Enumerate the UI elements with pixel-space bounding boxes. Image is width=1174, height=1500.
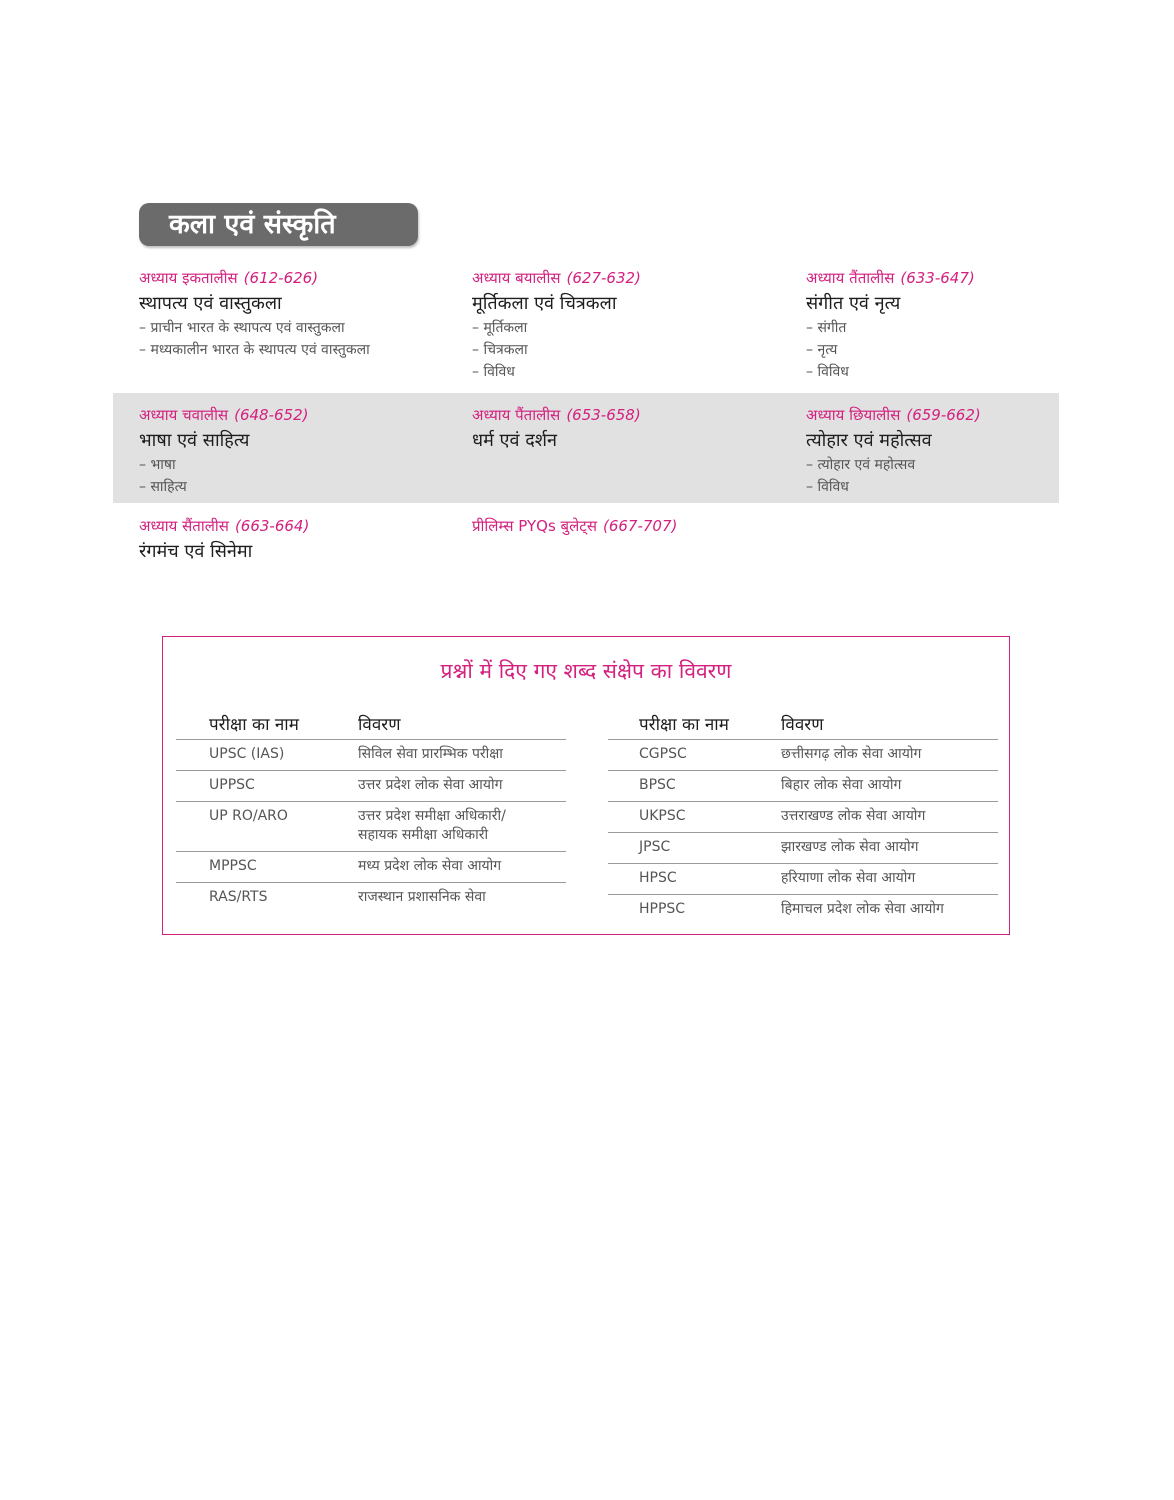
chapter-subtopic: – नृत्य <box>806 339 1126 361</box>
table-row <box>176 802 566 852</box>
table-row <box>608 833 998 864</box>
table-row <box>608 771 998 802</box>
chapter-44 <box>139 405 459 498</box>
exam-code: BPSC <box>608 771 781 802</box>
table-row <box>608 802 998 833</box>
chapter-subtopic: – प्राचीन भारत के स्थापत्य एवं वास्तुकला <box>139 317 459 339</box>
table-row <box>176 852 566 883</box>
abbreviation-table-left <box>176 707 566 913</box>
exam-desc: राजस्थान प्रशासनिक सेवा <box>358 889 486 905</box>
chapter-heading: प्रीलिम्स PYQs बुलेट्स (667-707) <box>472 517 678 535</box>
exam-desc <box>358 802 566 852</box>
table-header <box>608 707 998 740</box>
chapter-heading: अध्याय इकतालीस (612-626) <box>139 269 319 287</box>
chapter-42 <box>472 268 792 383</box>
exam-code: CGPSC <box>608 740 781 771</box>
column-header-desc: विवरण <box>358 707 566 740</box>
exam-code: RAS/RTS <box>209 889 268 905</box>
chapter-subtopic: – साहित्य <box>139 476 459 498</box>
chapter-heading: अध्याय बयालीस (627-632) <box>472 269 641 287</box>
section-title: कला एवं संस्कृति <box>139 203 418 246</box>
exam-desc: छत्तीसगढ़ लोक सेवा आयोग <box>781 740 998 771</box>
chapter-47 <box>139 516 459 565</box>
chapter-subtopic: – मूर्तिकला <box>472 317 792 339</box>
chapter-45 <box>472 405 792 454</box>
chapter-subtopic: – मध्यकालीन भारत के स्थापत्य एवं वास्तुकला <box>139 339 459 361</box>
exam-desc: हिमाचल प्रदेश लोक सेवा आयोग <box>781 901 944 917</box>
exam-desc: बिहार लोक सेवा आयोग <box>781 771 998 802</box>
exam-code: HPPSC <box>639 901 686 917</box>
chapter-title: त्योहार एवं महोत्सव <box>806 430 932 451</box>
exam-desc: झारखण्ड लोक सेवा आयोग <box>781 833 998 864</box>
chapter-subtopic: – संगीत <box>806 317 1126 339</box>
exam-desc: हरियाणा लोक सेवा आयोग <box>781 864 998 895</box>
exam-code: HPSC <box>608 864 781 895</box>
chapter-subtopic: – चित्रकला <box>472 339 792 361</box>
exam-code: JPSC <box>608 833 781 864</box>
chapter-title: स्थापत्य एवं वास्तुकला <box>139 293 282 314</box>
table-row <box>608 740 998 771</box>
table-row <box>176 740 566 771</box>
column-header-name: परीक्षा का नाम <box>176 707 358 740</box>
table-header <box>176 707 566 740</box>
exam-code: UP RO/ARO <box>176 802 358 852</box>
exam-desc: मध्य प्रदेश लोक सेवा आयोग <box>358 852 566 883</box>
chapter-subtopic: – विविध <box>806 476 1126 498</box>
table-row <box>608 895 998 926</box>
chapter-heading: अध्याय पैंतालीस (653-658) <box>472 406 641 424</box>
exam-desc: सिविल सेवा प्रारम्भिक परीक्षा <box>358 740 566 771</box>
chapter-46 <box>806 405 1126 498</box>
table-row <box>176 883 566 914</box>
chapter-title: मूर्तिकला एवं चित्रकला <box>472 293 617 314</box>
chapter-title: भाषा एवं साहित्य <box>139 430 250 451</box>
exam-desc-line: उत्तर प्रदेश समीक्षा अधिकारी/ <box>358 808 506 824</box>
chapter-title: संगीत एवं नृत्य <box>806 293 901 314</box>
chapter-subtopic: – विविध <box>806 361 1126 383</box>
chapter-subtopic: – भाषा <box>139 454 459 476</box>
exam-desc: उत्तराखण्ड लोक सेवा आयोग <box>781 802 998 833</box>
chapter-subtopic: – विविध <box>472 361 792 383</box>
column-header-name: परीक्षा का नाम <box>608 707 781 740</box>
exam-code: UPPSC <box>176 771 358 802</box>
chapter-heading: अध्याय छियालीस (659-662) <box>806 406 981 424</box>
chapter-subtopic: – त्योहार एवं महोत्सव <box>806 454 1126 476</box>
column-header-desc: विवरण <box>781 707 998 740</box>
exam-code: MPPSC <box>176 852 358 883</box>
table-row <box>608 864 998 895</box>
chapter-heading: अध्याय तैंतालीस (633-647) <box>806 269 975 287</box>
exam-desc-line: सहायक समीक्षा अधिकारी <box>358 827 489 843</box>
table-row <box>176 771 566 802</box>
chapter-43 <box>806 268 1126 383</box>
exam-code: UKPSC <box>608 802 781 833</box>
abbreviation-table-right <box>608 707 998 925</box>
chapter-title: धर्म एवं दर्शन <box>472 430 558 451</box>
chapter-41 <box>139 268 459 361</box>
exam-desc: उत्तर प्रदेश लोक सेवा आयोग <box>358 771 566 802</box>
chapter-heading: अध्याय चवालीस (648-652) <box>139 406 309 424</box>
chapter-heading: अध्याय सैंतालीस (663-664) <box>139 517 310 535</box>
exam-code: UPSC (IAS) <box>176 740 358 771</box>
chapter-title: रंगमंच एवं सिनेमा <box>139 541 253 562</box>
abbreviation-title: प्रश्नों में दिए गए शब्द संक्षेप का विवरण <box>440 659 732 683</box>
abbreviation-box <box>162 636 1010 935</box>
prelims-pyqs-bullets <box>472 516 792 536</box>
